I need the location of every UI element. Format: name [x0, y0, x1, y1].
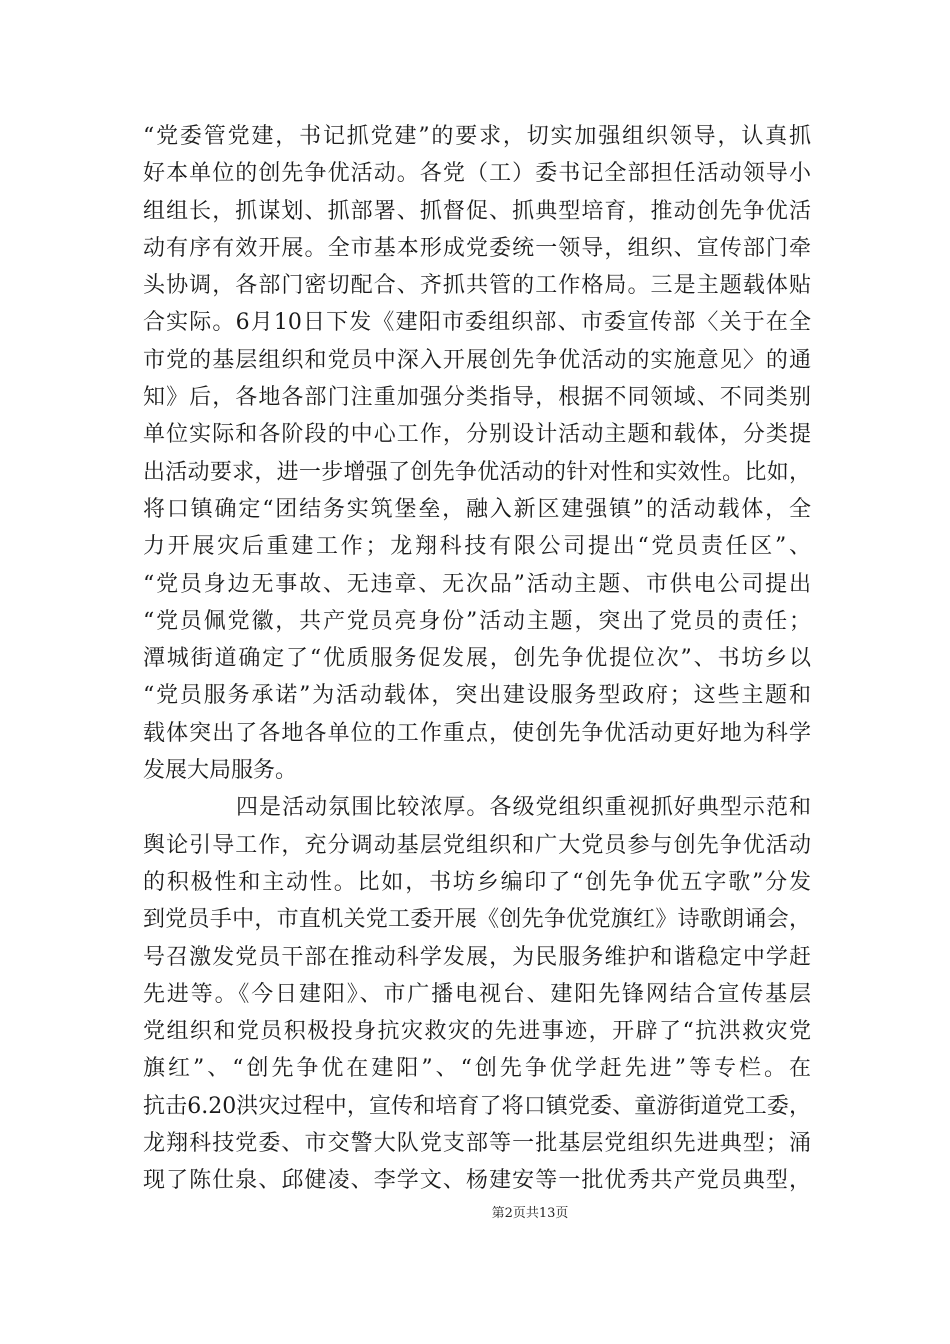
page-number-footer: 第2页共13页: [491, 1206, 569, 1221]
text-line: 组组长，抓谋划、抓部署、抓督促、抓典型培育，推动创先争优活: [143, 198, 811, 224]
text-line: 单位实际和各阶段的中心工作，分别设计活动主题和载体，分类提: [143, 422, 811, 448]
text-line: 到党员手中，市直机关党工委开展《创先争优党旗红》诗歌朗诵会，: [143, 907, 811, 933]
text-line: 知》后，各地各部门注重加强分类指导，根据不同领域、不同类别: [143, 385, 811, 411]
text-line: 发展大局服务。: [143, 758, 298, 784]
text-line: 载体突出了各地各单位的工作重点，使创先争优活动更好地为科学: [143, 720, 811, 746]
text-line: 四是活动氛围比较浓厚。各级党组织重视抓好典型示范和: [236, 795, 811, 821]
text-line: 动有序有效开展。全市基本形成党委统一领导，组织、宣传部门牵: [143, 235, 811, 261]
paragraph-1: [143, 118, 811, 789]
text-line: 出活动要求，进一步增强了创先争优活动的针对性和实效性。比如，: [143, 459, 811, 485]
text-line: 潭城街道确定了“优质服务促发展，创先争优提位次”、书坊乡以: [143, 646, 811, 672]
text-line: 舆论引导工作，充分调动基层党组织和广大党员参与创先争优活动: [143, 832, 811, 858]
text-line: 先进等。《今日建阳》、市广播电视台、建阳先锋网结合宣传基层: [143, 981, 811, 1007]
text-line: 党组织和党员积极投身抗灾救灾的先进事迹，开辟了“抗洪救灾党: [143, 1019, 811, 1045]
text-line: 旗红”、“创先争优在建阳”、“创先争优学赶先进”等专栏。在: [143, 1056, 811, 1082]
text-line: “党员身边无事故、无违章、无次品”活动主题、市供电公司提出: [143, 571, 811, 597]
text-line: 力开展灾后重建工作；龙翔科技有限公司提出“党员责任区”、: [143, 534, 811, 560]
text-line: 将口镇确定“团结务实筑堡垒，融入新区建强镇”的活动载体，全: [143, 496, 811, 522]
text-line: 的积极性和主动性。比如，书坊乡编印了“创先争优五字歌”分发: [143, 869, 811, 895]
text-line: 市党的基层组织和党员中深入开展创先争优活动的实施意见〉的通: [143, 347, 811, 373]
paragraph-2: [143, 789, 811, 1199]
text-line: 现了陈仕泉、邱健凌、李学文、杨建安等一批优秀共产党员典型，: [143, 1168, 811, 1194]
text-line: “党员服务承诺”为活动载体，突出建设服务型政府；这些主题和: [143, 683, 811, 709]
text-line: “党员佩党徽，共产党员亮身份”活动主题，突出了党员的责任；: [143, 608, 811, 634]
text-line: “党委管党建，书记抓党建”的要求，切实加强组织领导，认真抓: [143, 124, 811, 149]
text-line: 号召激发党员干部在推动科学发展，为民服务维护和谐稳定中学赶: [143, 944, 811, 970]
text-line: 龙翔科技党委、市交警大队党支部等一批基层党组织先进典型；涌: [143, 1131, 811, 1157]
text-line: 好本单位的创先争优活动。各党（工）委书记全部担任活动领导小: [143, 161, 811, 187]
document-body: [143, 118, 811, 1200]
text-line: 合实际。6月10日下发《建阳市委组织部、市委宣传部〈关于在全: [143, 310, 811, 336]
text-line: 头协调，各部门密切配合、齐抓共管的工作格局。三是主题载体贴: [143, 273, 811, 299]
text-line: 抗击6.20洪灾过程中，宣传和培育了将口镇党委、童游街道党工委，: [143, 1093, 811, 1119]
